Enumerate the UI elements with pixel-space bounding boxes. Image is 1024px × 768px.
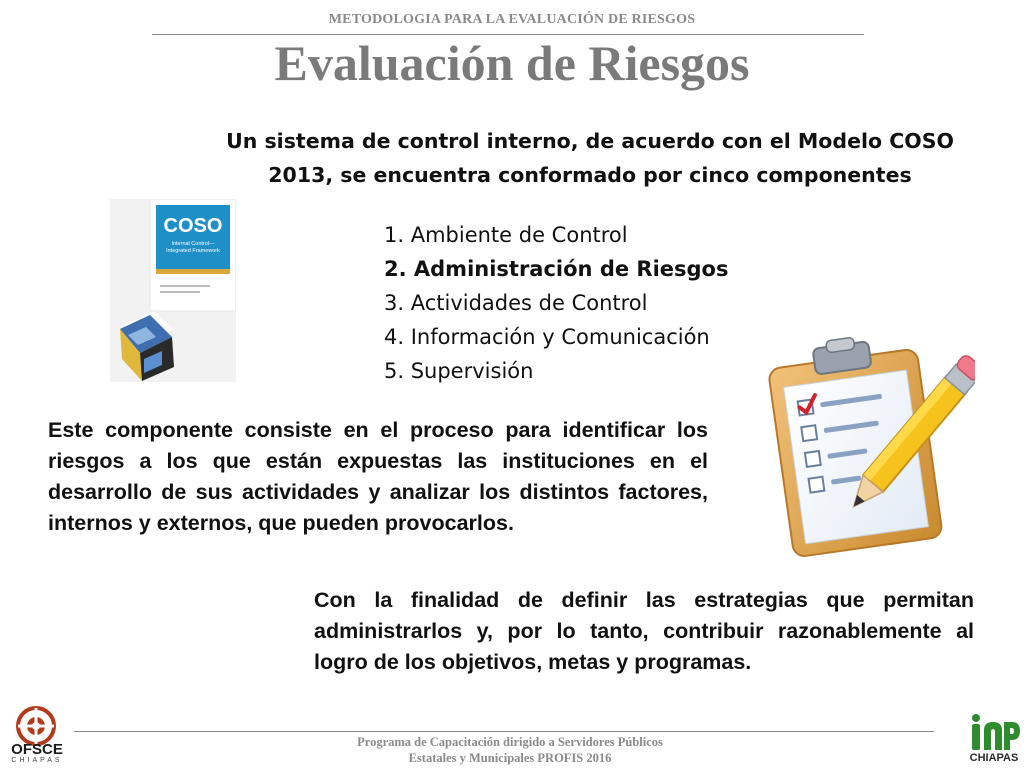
- component-item: 5. Supervisión: [384, 359, 534, 383]
- footer-line-2: Estatales y Municipales PROFIS 2016: [408, 751, 612, 765]
- component-item: 2. Administración de Riesgos: [384, 257, 729, 281]
- intro-text: Un sistema de control interno, de acuerdo con el Modelo COSO 2013, se encuentra conformado por cinco componentes: [226, 129, 954, 187]
- book-subtitle-1: Internal Control—: [171, 241, 215, 247]
- slide-header: METODOLOGIA PARA LA EVALUACIÓN DE RIESGOS: [328, 12, 696, 27]
- footer-text: [250, 734, 770, 766]
- coso-book-image: [110, 199, 236, 382]
- components-list: [384, 218, 728, 388]
- footer-divider: [74, 731, 934, 732]
- book-title: COSO: [163, 215, 223, 237]
- slide-title: Evaluación de Riesgos: [274, 35, 750, 91]
- book-subtitle-2: Integrated Framework: [166, 248, 220, 254]
- iap-logo-subtext: CHIAPAS: [969, 752, 1019, 764]
- component-item: 3. Actividades de Control: [384, 291, 648, 315]
- description-paragraph: Este componente consiste en el proceso para identificar los riesgos a los que están expuestas las instituciones en el desarrollo de sus actividades y analizar los distintos factores, internos y externos, que pueden provocarlos.: [48, 418, 708, 535]
- footer-line-1: Programa de Capacitación dirigido a Servidores Públicos: [357, 735, 663, 749]
- ofsce-logo-subtext: CHIAPAS: [11, 757, 63, 764]
- ofsce-logo-text: OFSCE: [11, 741, 63, 758]
- component-item: 1. Ambiente de Control: [384, 223, 628, 247]
- purpose-paragraph: Con la finalidad de definir las estrategias que permitan administrarlos y, por lo tanto, contribuir razonablemente al logro de los objetivos, metas y programas.: [314, 588, 974, 674]
- component-item: 4. Información y Comunicación: [384, 325, 710, 349]
- clipboard-pencil-image: [735, 330, 975, 570]
